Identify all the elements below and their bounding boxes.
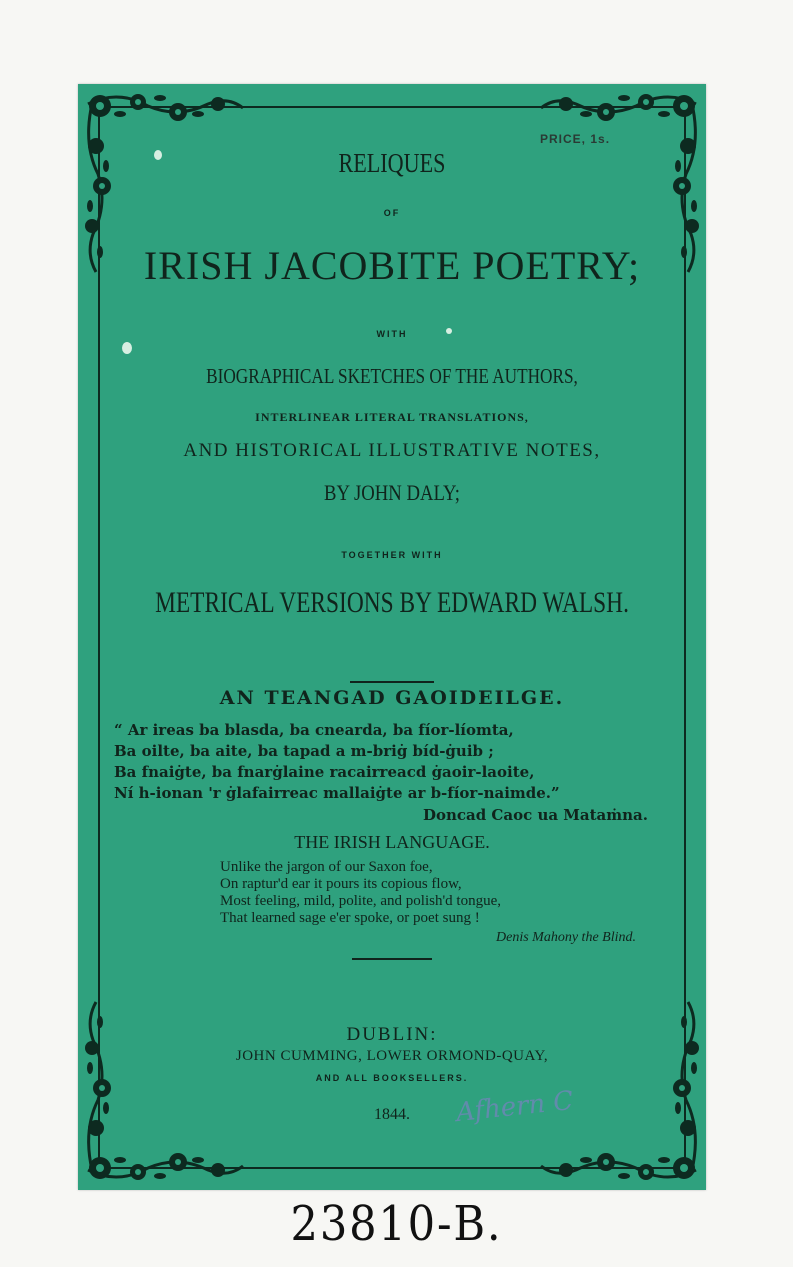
subtitle-together: TOGETHER WITH (341, 550, 443, 560)
book-cover (78, 84, 706, 1190)
handwritten-note: Afhern C (454, 1085, 575, 1129)
subtitle-biographical: BIOGRAPHICAL SKETCHES OF THE AUTHORS, (206, 364, 578, 388)
irish-epigraph-line: Ní h-ionan 'r ġlafairreac mallaiġte ar b-fíor-naimde.” (114, 784, 560, 802)
irish-epigraph-title: AN TEANGAD GAOIDEILGE. (219, 687, 565, 709)
author-line: BY JOHN DALY; (324, 480, 460, 505)
main-title: IRISH JACOBITE POETRY; (143, 243, 641, 288)
title-of: OF (383, 208, 401, 218)
poem-line: That learned sage e'er spoke, or poet sung ! (220, 910, 480, 926)
divider-rule-top (350, 681, 434, 683)
library-shelfmark: 23810-B. (290, 1196, 503, 1252)
divider-rule-bottom (352, 958, 432, 960)
poem-line: On raptur'd ear it pours its copious flow, (220, 876, 462, 892)
imprint-city: DUBLIN: (346, 1024, 438, 1045)
subtitle-with: WITH (376, 329, 408, 339)
paper-spot (122, 342, 132, 354)
poem-line: Most feeling, mild, polite, and polish'd tongue, (220, 893, 502, 909)
irish-epigraph-author: Doncad Caoc ua Mataṁna. (422, 806, 648, 824)
imprint-publisher: JOHN CUMMING, LOWER ORMOND-QUAY, (235, 1048, 549, 1064)
irish-epigraph-line: Ba oilte, ba aite, ba tapad a m-briġ bíd-ġuib ; (114, 742, 494, 760)
imprint-year: 1844. (374, 1106, 410, 1123)
subtitle-interlinear: INTERLINEAR LITERAL TRANSLATIONS, (255, 410, 529, 424)
subtitle-metrical: METRICAL VERSIONS BY EDWARD WALSH. (155, 586, 629, 619)
irish-epigraph-line: “ Ar ireas ba blasda, ba cnearda, ba fíor-líomta, (114, 721, 514, 739)
price-label: PRICE, 1s. (540, 132, 611, 146)
english-epigraph-author: Denis Mahony the Blind. (496, 930, 636, 945)
subtitle-historical: AND HISTORICAL ILLUSTRATIVE NOTES, (183, 440, 601, 461)
poem-line: Unlike the jargon of our Saxon foe, (220, 859, 433, 875)
english-epigraph-poem (220, 859, 501, 927)
title-reliques: RELIQUES (338, 148, 446, 178)
imprint-booksellers: AND ALL BOOKSELLERS. (315, 1073, 469, 1083)
irish-epigraph-line: Ba fnaiġte, ba fnarġlaine racairreacd ġaoir-laoite, (114, 763, 535, 781)
english-epigraph-title: THE IRISH LANGUAGE. (294, 832, 490, 852)
